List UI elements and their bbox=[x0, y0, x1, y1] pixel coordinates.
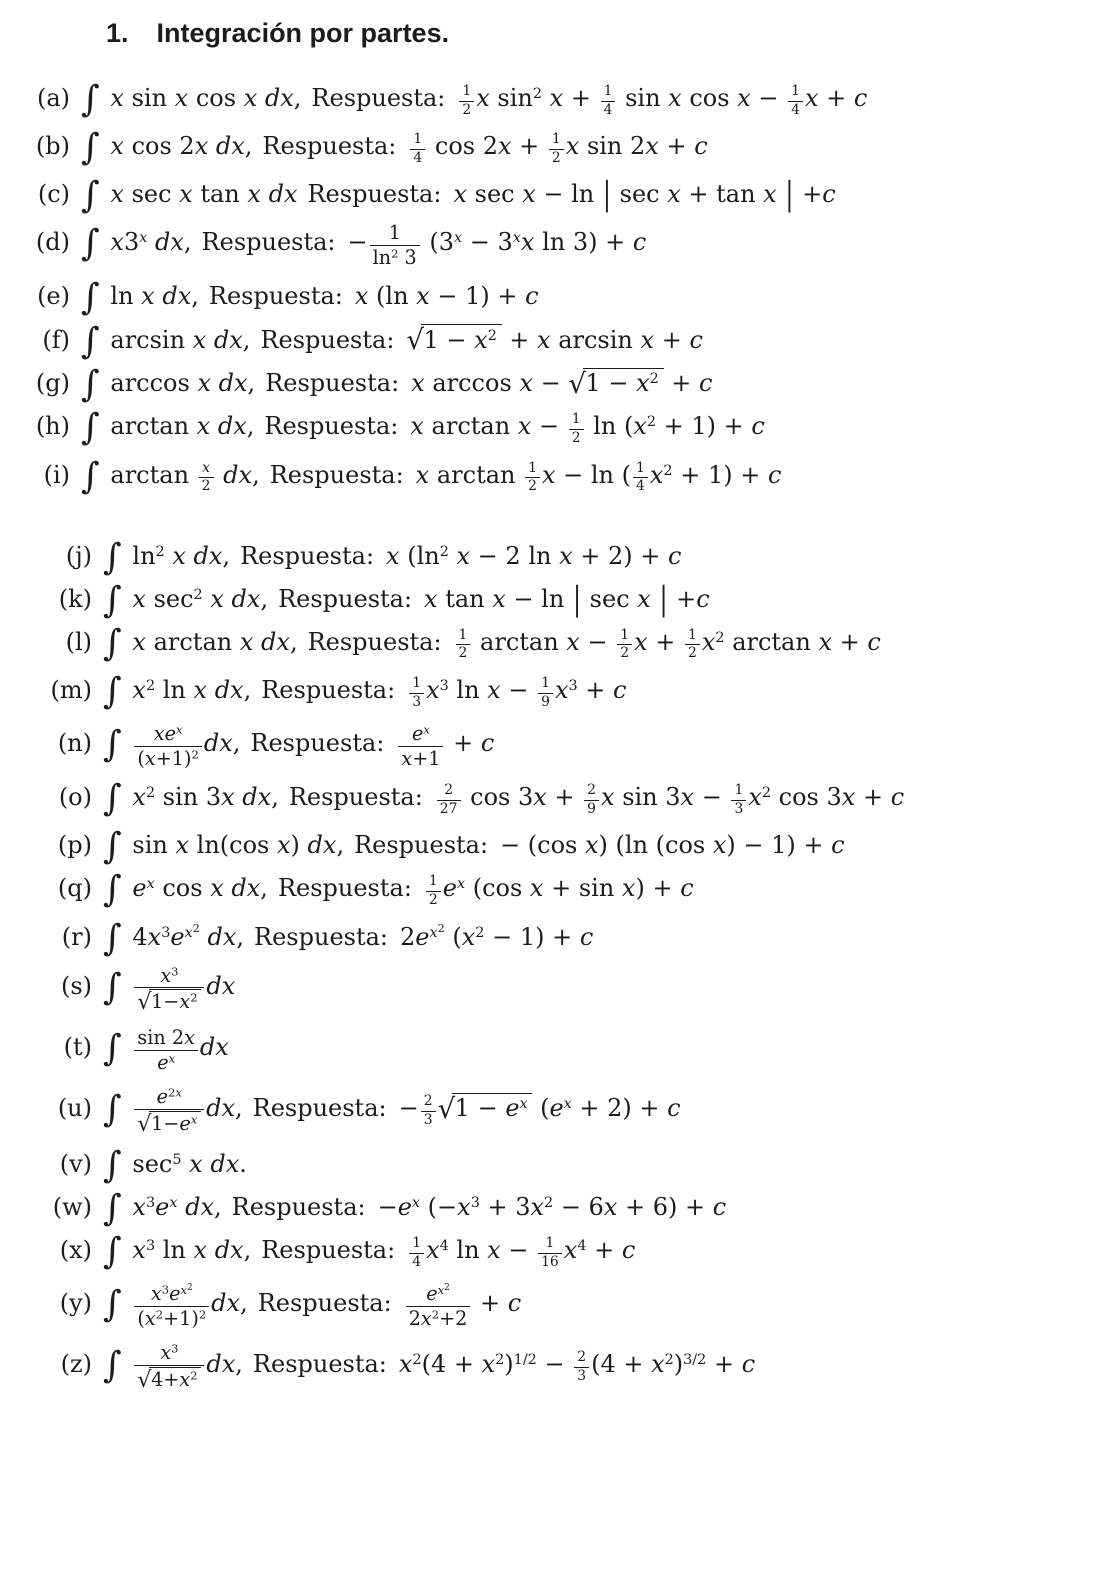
respuesta-label: Respuesta: bbox=[252, 1350, 387, 1379]
item-label: (l) bbox=[65, 627, 92, 656]
section-heading bbox=[106, 18, 1113, 49]
item-label: (u) bbox=[57, 1094, 92, 1123]
exercise-item bbox=[0, 1231, 1113, 1273]
item-label: (b) bbox=[35, 132, 70, 161]
item-label: (n) bbox=[57, 728, 92, 757]
exercise-item bbox=[0, 869, 1113, 911]
item-label: (o) bbox=[58, 783, 92, 812]
exercise-item bbox=[0, 1283, 1113, 1329]
item-problem: ∫ x sin x cos x dx, bbox=[81, 79, 302, 121]
exercise-item bbox=[0, 1086, 1113, 1136]
item-problem: ∫ arctan $\frac{x}{2}$ dx, bbox=[81, 455, 260, 497]
item-label: (v) bbox=[59, 1150, 92, 1179]
item-label: (k) bbox=[58, 584, 92, 613]
item-answer: $\frac{1}{2}$ arctan x − $\frac{1}{2}$ x + $\frac{1}{2}$ $x^2$ arctan x + c bbox=[454, 628, 881, 656]
item-problem: ∫ $xe^x$ $(x+1)^2$ dx, bbox=[103, 722, 241, 770]
item-label: (f) bbox=[42, 325, 70, 354]
item-answer: $2e^{x^2}$ $(x^2 - 1) + c$ bbox=[400, 921, 594, 951]
exercise-item bbox=[0, 579, 1113, 621]
item-label: (x) bbox=[59, 1236, 92, 1265]
item-problem: ∫ $4x^3e^{x^2}$ dx, bbox=[103, 917, 245, 959]
respuesta-label: Respuesta: bbox=[201, 228, 336, 257]
item-answer: $\frac{1}{3}$ $x^3$ ln x − $\frac{1}{9}$ $x^3 + c$ bbox=[407, 676, 626, 704]
respuesta-label: Respuesta: bbox=[288, 783, 423, 812]
exercise-item bbox=[0, 671, 1113, 712]
item-label: (d) bbox=[35, 228, 70, 257]
respuesta-label: Respuesta: bbox=[208, 282, 343, 311]
item-label: (r) bbox=[61, 922, 92, 951]
item-label: (i) bbox=[43, 460, 70, 489]
item-problem: ∫ $\frac{x^3}{√4+x^2}$ dx, bbox=[103, 1341, 243, 1394]
item-problem: ∫ $\frac{\sin 2x}{e^x}$ dx bbox=[103, 1026, 229, 1074]
item-label: (e) bbox=[37, 282, 70, 311]
item-problem: ∫ $x^2$ sin 3x dx, bbox=[103, 778, 279, 820]
exercise-item bbox=[0, 723, 1113, 769]
item-label: (m) bbox=[50, 675, 92, 704]
item-label: (a) bbox=[36, 84, 70, 112]
item-label: (j) bbox=[65, 541, 92, 570]
item-problem: ∫ x $\sec^2 x$ dx, bbox=[103, 579, 269, 621]
exercise-item bbox=[0, 407, 1113, 449]
item-answer: $√1 - x^2 + x$ arcsin x + c bbox=[406, 323, 703, 357]
exercise-item bbox=[0, 127, 1113, 169]
item-problem: ∫ $\sec^5 x$ dx. bbox=[103, 1145, 247, 1187]
item-label: (w) bbox=[52, 1193, 92, 1222]
respuesta-label: Respuesta: bbox=[252, 1094, 387, 1123]
section-number: 1. bbox=[106, 18, 129, 48]
exercise-item bbox=[0, 455, 1113, 497]
respuesta-label: Respuesta: bbox=[257, 1289, 392, 1318]
item-label: (y) bbox=[59, 1289, 92, 1318]
item-label: (c) bbox=[37, 180, 70, 209]
item-answer: x tan x − ln | sec x | +c bbox=[424, 579, 710, 618]
item-answer: − $\frac{1}{\ln^2 3}$ ($3^x - 3^xx$ ln 3) + c bbox=[347, 221, 647, 269]
exercise-group-1 bbox=[0, 79, 1113, 497]
item-label: (g) bbox=[35, 369, 70, 398]
item-problem: ∫ $\frac{x^3}{√1-x^2}$ dx bbox=[103, 963, 236, 1016]
item-problem: ∫ x3$^x$ dx, bbox=[81, 223, 192, 265]
item-label: (z) bbox=[60, 1350, 92, 1379]
item-problem: ∫ $\frac{x^3e^{x^2}}{(x^2+1)^2}$ dx, bbox=[103, 1282, 248, 1330]
exercise-item bbox=[0, 277, 1113, 319]
item-problem: ∫ $\frac{e^{2x}}{√1-e^x}$ dx, bbox=[103, 1085, 243, 1138]
exercise-item bbox=[0, 965, 1113, 1015]
item-answer: $\frac{1}{4}$ $x^4$ ln x − $\frac{1}{16}$ $x^4 + c$ bbox=[407, 1236, 635, 1264]
respuesta-label: Respuesta: bbox=[260, 325, 395, 354]
exercise-list bbox=[0, 79, 1113, 1394]
exercise-item bbox=[0, 1027, 1113, 1073]
item-label: (q) bbox=[57, 874, 92, 903]
item-answer: $\frac{1}{4}$ cos 2x + $\frac{1}{2}$ x sin 2x + c bbox=[408, 132, 707, 160]
item-answer: x sec x − ln | sec x + tan x | +c bbox=[453, 175, 836, 214]
exercise-item bbox=[0, 622, 1113, 664]
item-label: (h) bbox=[35, 412, 70, 441]
exercise-item bbox=[0, 1342, 1113, 1392]
item-problem: ∫ x cos 2x dx, bbox=[81, 127, 253, 169]
item-answer: $\frac{e^{x^2}}{2x^2+2}$ + c bbox=[404, 1289, 522, 1317]
item-answer: x ($\ln^2$ x − 2 ln x + 2) + c bbox=[386, 541, 682, 570]
item-answer: x (ln x − 1) + c bbox=[354, 282, 539, 311]
respuesta-label: Respuesta: bbox=[307, 627, 442, 656]
exercise-item bbox=[0, 1188, 1113, 1230]
respuesta-label: Respuesta: bbox=[354, 831, 489, 860]
item-problem: ∫ x arctan x dx, bbox=[103, 622, 298, 664]
exercise-item bbox=[0, 175, 1113, 217]
item-answer: $-e^x$ $(-x^3 + 3x^2 - 6x + 6) + c$ bbox=[377, 1193, 727, 1222]
respuesta-label: Respuesta: bbox=[264, 412, 399, 441]
item-answer: x arctan x − $\frac{1}{2}$ $\ln (x^2 + 1) + c$ bbox=[410, 411, 765, 446]
exercise-group-2 bbox=[0, 536, 1113, 1394]
respuesta-label: Respuesta: bbox=[307, 180, 442, 209]
exercise-item bbox=[0, 778, 1113, 820]
section-title: Integración por partes. bbox=[156, 18, 450, 48]
respuesta-label: Respuesta: bbox=[231, 1193, 366, 1222]
item-answer: $\frac{1}{2}$ $e^x$ (cos x + sin x) + c bbox=[424, 874, 694, 902]
exercise-item bbox=[0, 826, 1113, 868]
respuesta-label: Respuesta: bbox=[265, 369, 400, 398]
item-answer: $x^2(4 + x^2)^{1/2}$ − $\frac{2}{3}$ $(4 + x^2)^{3/2} + c$ bbox=[398, 1349, 756, 1384]
item-answer: $\frac{2}{27}$ cos 3x + $\frac{2}{9}$ x sin 3x − $\frac{1}{3}$ $x^2$ cos 3x + c bbox=[435, 783, 904, 811]
item-problem: ∫ arcsin x dx, bbox=[81, 320, 251, 362]
respuesta-label: Respuesta: bbox=[254, 922, 388, 951]
exercise-item bbox=[0, 536, 1113, 578]
item-problem: ∫ sin x ln(cos x) dx, bbox=[103, 826, 345, 868]
exercise-item bbox=[0, 1145, 1113, 1187]
exercise-item bbox=[0, 79, 1113, 121]
item-problem: ∫ $e^x$ cos x dx, bbox=[103, 869, 268, 911]
item-label: (s) bbox=[60, 972, 92, 1001]
item-problem: ∫ $x^3$ ln x dx, bbox=[103, 1231, 252, 1273]
item-problem: ∫ x sec x tan x dx bbox=[81, 175, 298, 217]
respuesta-label: Respuesta: bbox=[269, 460, 404, 489]
item-answer: x $\arccos x - √1 - x^2 + c$ bbox=[411, 366, 713, 400]
respuesta-label: Respuesta: bbox=[240, 541, 375, 570]
respuesta-label: Respuesta: bbox=[261, 675, 396, 704]
item-answer: $\frac{e^x}{x+1}$ + c bbox=[396, 729, 494, 757]
exercise-item bbox=[0, 364, 1113, 406]
exercise-item bbox=[0, 222, 1113, 268]
exercise-item bbox=[0, 320, 1113, 362]
item-label: (p) bbox=[57, 831, 92, 860]
item-label: (t) bbox=[63, 1033, 92, 1062]
respuesta-label: Respuesta: bbox=[311, 84, 446, 112]
item-problem: ∫ $\ln^2 x$ dx, bbox=[103, 536, 231, 578]
item-problem: ∫ ln x dx, bbox=[81, 277, 199, 319]
respuesta-label: Respuesta: bbox=[261, 1236, 396, 1265]
exercise-item bbox=[0, 917, 1113, 959]
respuesta-label: Respuesta: bbox=[262, 132, 397, 161]
respuesta-label: Respuesta: bbox=[277, 874, 412, 903]
item-problem: ∫ $x^2$ ln x dx, bbox=[103, 671, 252, 712]
item-problem: ∫ arctan x dx, bbox=[81, 407, 255, 449]
item-answer: $\frac{1}{2}$ x $\sin^2 x$ + $\frac{1}{4}$ sin x cos x − $\frac{1}{4}$ x + c bbox=[457, 84, 867, 112]
item-answer: − (cos x) (ln (cos x) − 1) + c bbox=[500, 831, 845, 860]
respuesta-label: Respuesta: bbox=[278, 584, 413, 613]
item-answer: − $\frac{2}{3}$ $√1 - e^x$ $(e^x + 2) + c$ bbox=[398, 1091, 681, 1128]
item-problem: ∫ arccos x dx, bbox=[81, 364, 256, 406]
item-answer: x arctan $\frac{1}{2}$ x − ln ( $\frac{1}{4}$ $x^2 + 1) + c$ bbox=[415, 459, 782, 495]
item-problem: ∫ $x^3e^x$ dx, bbox=[103, 1188, 222, 1230]
respuesta-label: Respuesta: bbox=[250, 728, 385, 757]
